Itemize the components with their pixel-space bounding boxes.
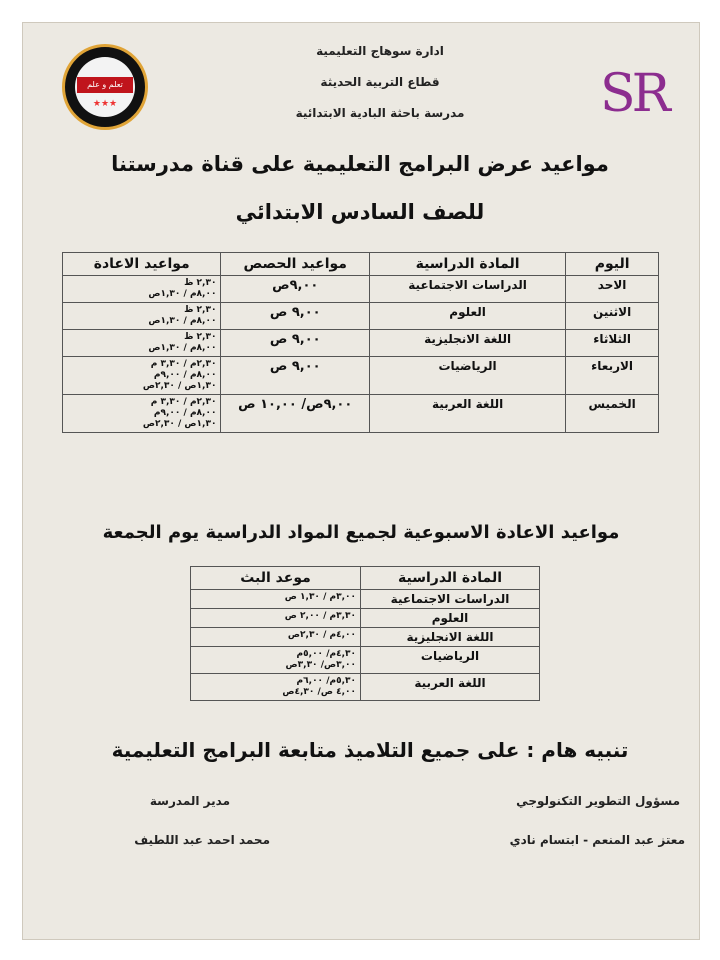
schedule-subject: اللغة العربية — [369, 395, 565, 433]
schedule-repeat-times — [63, 303, 221, 330]
sr-logo: SR — [600, 64, 667, 124]
header-school: مدرسة باحثة البادية الابتدائية — [295, 106, 465, 120]
weekly-title: مواعيد الاعادة الاسبوعية لجميع المواد الدراسية يوم الجمعة — [102, 522, 620, 543]
weekly-header-subject: المادة الدراسية — [361, 567, 540, 590]
broadcast-time: ٤,٠٠ ص/ ٤,٣٠ص — [282, 687, 356, 697]
weekly-broadcast-time — [191, 647, 361, 674]
repeat-time: ٢,٣٠م / ٣,٣٠ م — [150, 359, 217, 369]
channel-logo-stars: ★★★ — [92, 99, 118, 109]
schedule-subject: الرياضيات — [369, 357, 565, 395]
weekly-broadcast-time — [191, 609, 361, 628]
schedule-class-time: ٩,٠٠ ص — [221, 357, 370, 395]
repeat-time: ٢,٣٠م / ٣,٣٠ م — [150, 397, 217, 407]
broadcast-time: ٣,٠٠م / ١,٣٠ ص — [284, 592, 356, 602]
channel-logo-band: تعلم و علم — [77, 77, 133, 93]
weekly-header-row — [191, 567, 540, 590]
tech-title: مسؤول التطوير التكنولوجي — [516, 794, 680, 808]
weekly-subject: اللغة الانجليزية — [361, 628, 540, 647]
repeat-time: ٢,٣٠ ظ — [184, 278, 217, 288]
schedule-day: الخميس — [566, 395, 659, 433]
schedule-class-time: ٩,٠٠ ص — [221, 303, 370, 330]
weekly-subject: الدراسات الاجتماعية — [361, 590, 540, 609]
school-header — [250, 44, 510, 137]
repeat-time: ٨,٠٠م / ٩,٠٠م — [153, 370, 217, 380]
notice: تنبيه هام : على جميع التلاميذ متابعة البرامج التعليمية — [111, 738, 629, 762]
repeat-time: ٨,٠٠م / ١,٣٠ص — [148, 316, 217, 326]
weekly-table — [190, 566, 540, 701]
schedule-row — [63, 276, 659, 303]
weekly-row — [191, 590, 540, 609]
schedule-row — [63, 357, 659, 395]
header-day: اليوم — [566, 253, 659, 276]
repeat-time: ٨,٠٠م / ١,٣٠ص — [148, 343, 217, 353]
schedule-repeat-times — [63, 276, 221, 303]
weekly-row — [191, 647, 540, 674]
schedule-row — [63, 303, 659, 330]
repeat-time: ٨,٠٠م / ١,٣٠ص — [148, 289, 217, 299]
channel-logo — [62, 44, 148, 130]
weekly-subject: الرياضيات — [361, 647, 540, 674]
weekly-subject: اللغة العربية — [361, 674, 540, 701]
repeat-time: ٢,٣٠ ظ — [184, 332, 217, 342]
schedule-subject: الدراسات الاجتماعية — [369, 276, 565, 303]
weekly-row — [191, 674, 540, 701]
broadcast-time: ٤,٠٠م / ٢,٣٠ص — [287, 630, 356, 640]
schedule-day: الاربعاء — [566, 357, 659, 395]
schedule-row — [63, 330, 659, 357]
repeat-time: ١,٣٠ص / ٢,٣٠ص — [142, 419, 217, 429]
schedule-class-time: ٩,٠٠ص/ ١٠,٠٠ ص — [221, 395, 370, 433]
schedule-day: الاثنين — [566, 303, 659, 330]
weekly-subject: العلوم — [361, 609, 540, 628]
grade-title: للصف السادس الابتدائي — [235, 200, 485, 224]
schedule-table — [62, 252, 659, 433]
tech-names: معتز عبد المنعم - ابتسام نادي — [509, 833, 685, 847]
header-class-time: مواعيد الحصص — [221, 253, 370, 276]
weekly-row — [191, 628, 540, 647]
principal-name: محمد احمد عبد اللطيف — [134, 833, 270, 847]
repeat-time: ٢,٣٠ ظ — [184, 305, 217, 315]
weekly-header-broadcast: موعد البث — [191, 567, 361, 590]
schedule-day: الثلاثاء — [566, 330, 659, 357]
header-subject: المادة الدراسية — [369, 253, 565, 276]
schedule-header-row — [63, 253, 659, 276]
broadcast-time: ٤,٣٠م/ ٥,٠٠م — [296, 649, 356, 659]
schedule-repeat-times — [63, 330, 221, 357]
weekly-broadcast-time — [191, 628, 361, 647]
broadcast-time: ٣,٣٠م / ٢,٠٠ ص — [284, 611, 356, 621]
schedule-repeat-times — [63, 357, 221, 395]
header-administration: ادارة سوهاج التعليمية — [316, 44, 444, 58]
repeat-time: ١,٣٠ص / ٢,٣٠ص — [142, 381, 217, 391]
schedule-subject: العلوم — [369, 303, 565, 330]
weekly-row — [191, 609, 540, 628]
weekly-broadcast-time — [191, 674, 361, 701]
broadcast-time: ٥,٣٠م/ ٦,٠٠م — [296, 676, 356, 686]
schedule-subject: اللغة الانجليزية — [369, 330, 565, 357]
schedule-repeat-times — [63, 395, 221, 433]
weekly-broadcast-time — [191, 590, 361, 609]
schedule-class-time: ٩,٠٠ص — [221, 276, 370, 303]
main-title: مواعيد عرض البرامج التعليمية على قناة مدرستنا — [111, 152, 609, 176]
schedule-class-time: ٩,٠٠ ص — [221, 330, 370, 357]
broadcast-time: ٣,٠٠ص/ ٣,٣٠ص — [285, 660, 356, 670]
repeat-time: ٨,٠٠م / ٩,٠٠م — [153, 408, 217, 418]
header-repeat-time: مواعيد الاعادة — [63, 253, 221, 276]
principal-title: مدير المدرسة — [149, 794, 230, 808]
schedule-day: الاحد — [566, 276, 659, 303]
header-sector: قطاع التربية الحديثة — [320, 75, 440, 89]
schedule-row — [63, 395, 659, 433]
